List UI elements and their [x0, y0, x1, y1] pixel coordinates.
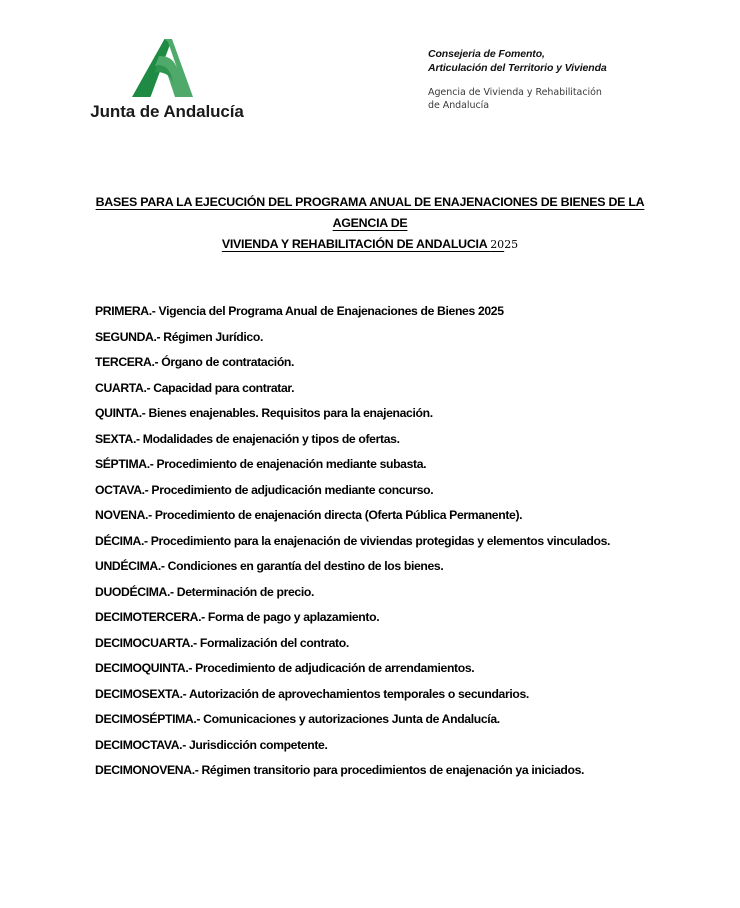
- clause-description: Procedimiento de adjudicación mediante concurso.: [148, 482, 434, 497]
- clause-ordinal: PRIMERA.-: [95, 304, 156, 318]
- clause-ordinal: DECIMOQUINTA.-: [95, 661, 193, 675]
- clause-ordinal: DECIMONOVENA.-: [95, 763, 199, 777]
- department-block: [428, 48, 708, 112]
- list-item: [95, 682, 700, 708]
- document-title-line2: VIVIENDA Y REHABILITACIÓN DE ANDALUCIA: [221, 237, 491, 251]
- clauses-index-list: [0, 299, 740, 784]
- document-title-line1: BASES PARA LA EJECUCIÓN DEL PROGRAMA ANUAL DE ENAJENACIONES DE BIENES DE LA AGENCIA DE: [95, 195, 645, 230]
- brand-wordmark: Junta de Andalucía: [90, 102, 244, 121]
- clause-description: Determinación de precio.: [173, 584, 314, 599]
- list-item: [95, 631, 700, 657]
- clause-description: Capacidad para contratar.: [150, 380, 295, 395]
- department-name: [428, 48, 708, 75]
- department-name-line2: Articulación del Territorio y Vivienda: [428, 61, 607, 74]
- list-item: [95, 478, 700, 504]
- clause-ordinal: DECIMOCUARTA.-: [95, 635, 197, 650]
- clause-description: Procedimiento de enajenación mediante subasta.: [153, 457, 427, 471]
- list-item: [95, 350, 700, 376]
- clause-description: Modalidades de enajenación y tipos de ofertas.: [139, 431, 400, 446]
- clause-description: Comunicaciones y autorizaciones Junta de Andalucía.: [200, 712, 500, 726]
- list-item: [95, 605, 700, 631]
- clause-ordinal: SEXTA.-: [95, 431, 140, 446]
- clause-ordinal: DÉCIMA.-: [95, 533, 148, 548]
- list-item: [95, 401, 700, 427]
- clause-ordinal: NOVENA.-: [95, 508, 152, 522]
- list-item: [95, 376, 700, 402]
- clause-description: Órgano de contratación.: [158, 355, 295, 369]
- clause-description: Autorización de aprovechamientos temporales o secundarios.: [186, 686, 529, 701]
- clause-ordinal: OCTAVA.-: [95, 482, 149, 497]
- clause-ordinal: CUARTA.-: [95, 380, 151, 395]
- brand-block: [62, 38, 272, 122]
- clause-description: Procedimiento de enajenación directa (Oferta Pública Permanente).: [151, 508, 523, 522]
- list-item: [95, 707, 700, 733]
- clause-ordinal: DUODÉCIMA.-: [95, 584, 174, 599]
- list-item: [95, 554, 700, 580]
- clause-description: Régimen transitorio para procedimientos de enajenación ya iniciados.: [198, 763, 585, 777]
- clause-description: Formalización del contrato.: [196, 635, 349, 650]
- clause-description: Condiciones en garantía del destino de los bienes.: [164, 559, 444, 573]
- document-title-year-underlined: 20: [490, 238, 505, 251]
- clause-ordinal: DECIMOSÉPTIMA.-: [95, 712, 201, 726]
- clause-description: Forma de pago y aplazamiento.: [204, 610, 380, 624]
- list-item: [95, 733, 700, 759]
- list-item: [95, 656, 700, 682]
- document-title: [70, 192, 670, 255]
- clause-description: Régimen Jurídico.: [160, 329, 263, 344]
- page-header: [0, 0, 740, 130]
- clause-ordinal: TERCERA.-: [95, 355, 159, 369]
- junta-de-andalucia-a-logo-icon: [131, 38, 203, 98]
- list-item: [95, 452, 700, 478]
- list-item: [95, 503, 700, 529]
- list-item: [95, 580, 700, 606]
- clause-description: Vigencia del Programa Anual de Enajenaciones de Bienes 2025: [155, 304, 504, 318]
- clause-ordinal: DECIMOTERCERA.-: [95, 610, 205, 624]
- clause-ordinal: SEGUNDA.-: [95, 329, 161, 344]
- clause-description: Bienes enajenables. Requisitos para la enajenación.: [145, 406, 433, 420]
- agency-name-line1: Agencia de Vivienda y Rehabilitación: [428, 87, 602, 98]
- agency-name-line2: de Andalucía: [428, 100, 490, 111]
- department-name-line1: Consejeria de Fomento,: [428, 48, 545, 60]
- list-item: [95, 299, 700, 325]
- list-item: [95, 758, 700, 784]
- clause-description: Procedimiento de adjudicación de arrendamientos.: [192, 661, 475, 675]
- clause-ordinal: DECIMOSEXTA.-: [95, 686, 187, 701]
- clause-description: Jurisdicción competente.: [185, 737, 328, 752]
- clause-description: Procedimiento para la enajenación de viviendas protegidas y elementos vinculados.: [147, 533, 611, 548]
- clause-ordinal: UNDÉCIMA.-: [95, 559, 165, 573]
- list-item: [95, 427, 700, 453]
- clause-ordinal: QUINTA.-: [95, 406, 146, 420]
- clause-ordinal: SÉPTIMA.-: [95, 457, 154, 471]
- list-item: [95, 529, 700, 555]
- document-title-year-plain: 25: [504, 238, 519, 251]
- agency-name: [428, 86, 708, 112]
- clause-ordinal: DECIMOCTAVA.-: [95, 737, 186, 752]
- list-item: [95, 325, 700, 351]
